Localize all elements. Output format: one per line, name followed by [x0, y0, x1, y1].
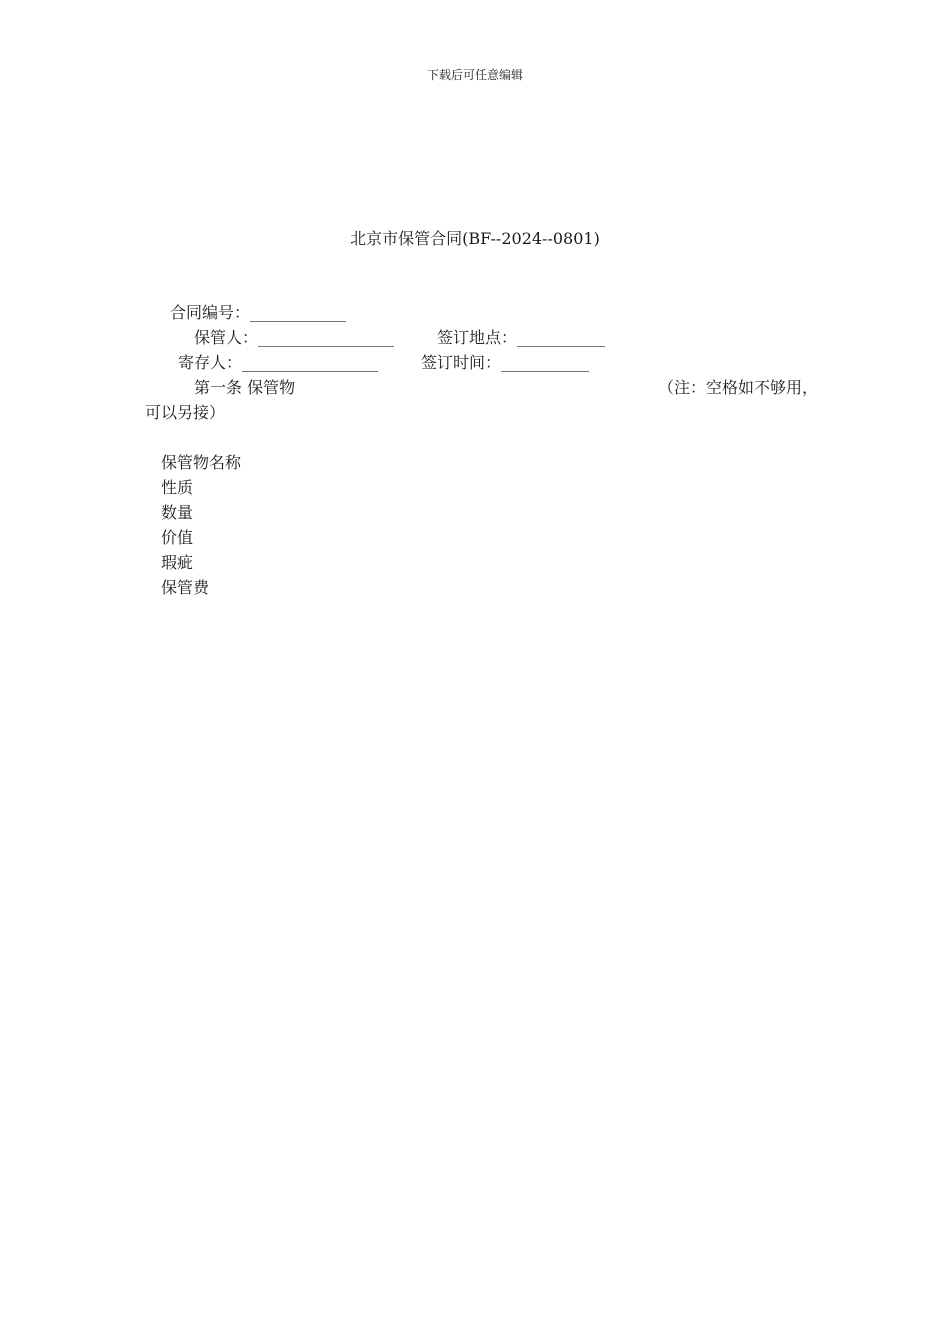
depositor-blank: _________________ [242, 353, 379, 372]
custodian-blank: _________________ [258, 328, 395, 347]
custodian-label: 保管人： [194, 328, 259, 347]
sign-place-label: 签订地点： [437, 328, 518, 347]
sign-time-blank: ___________ [501, 353, 590, 372]
depositor-line [178, 350, 378, 373]
item-nature: 性质 [161, 478, 194, 497]
contract-number-blank: ____________ [250, 303, 347, 322]
sign-place-blank: ___________ [517, 328, 606, 347]
contract-number-line [170, 300, 346, 323]
sign-place-line [437, 325, 605, 348]
depositor-label: 寄存人： [178, 353, 243, 372]
contract-number-label: 合同编号： [170, 303, 251, 322]
document-title: 北京市保管合同(BF--2024--0801) [350, 229, 600, 248]
article-1-note: （注：空格如不够用， [658, 378, 819, 397]
article-1-note-continued: 可以另接） [145, 403, 226, 422]
article-1-heading: 第一条 保管物 [194, 378, 296, 397]
item-defect: 瑕疵 [161, 553, 194, 572]
item-quantity: 数量 [161, 503, 194, 522]
sign-time-label: 签订时间： [421, 353, 502, 372]
item-name: 保管物名称 [161, 453, 242, 472]
page-header-note: 下载后可任意编辑 [426, 68, 523, 82]
custodian-line [194, 325, 394, 348]
sign-time-line [421, 350, 589, 373]
item-value: 价值 [161, 528, 194, 547]
item-fee: 保管费 [161, 578, 210, 597]
